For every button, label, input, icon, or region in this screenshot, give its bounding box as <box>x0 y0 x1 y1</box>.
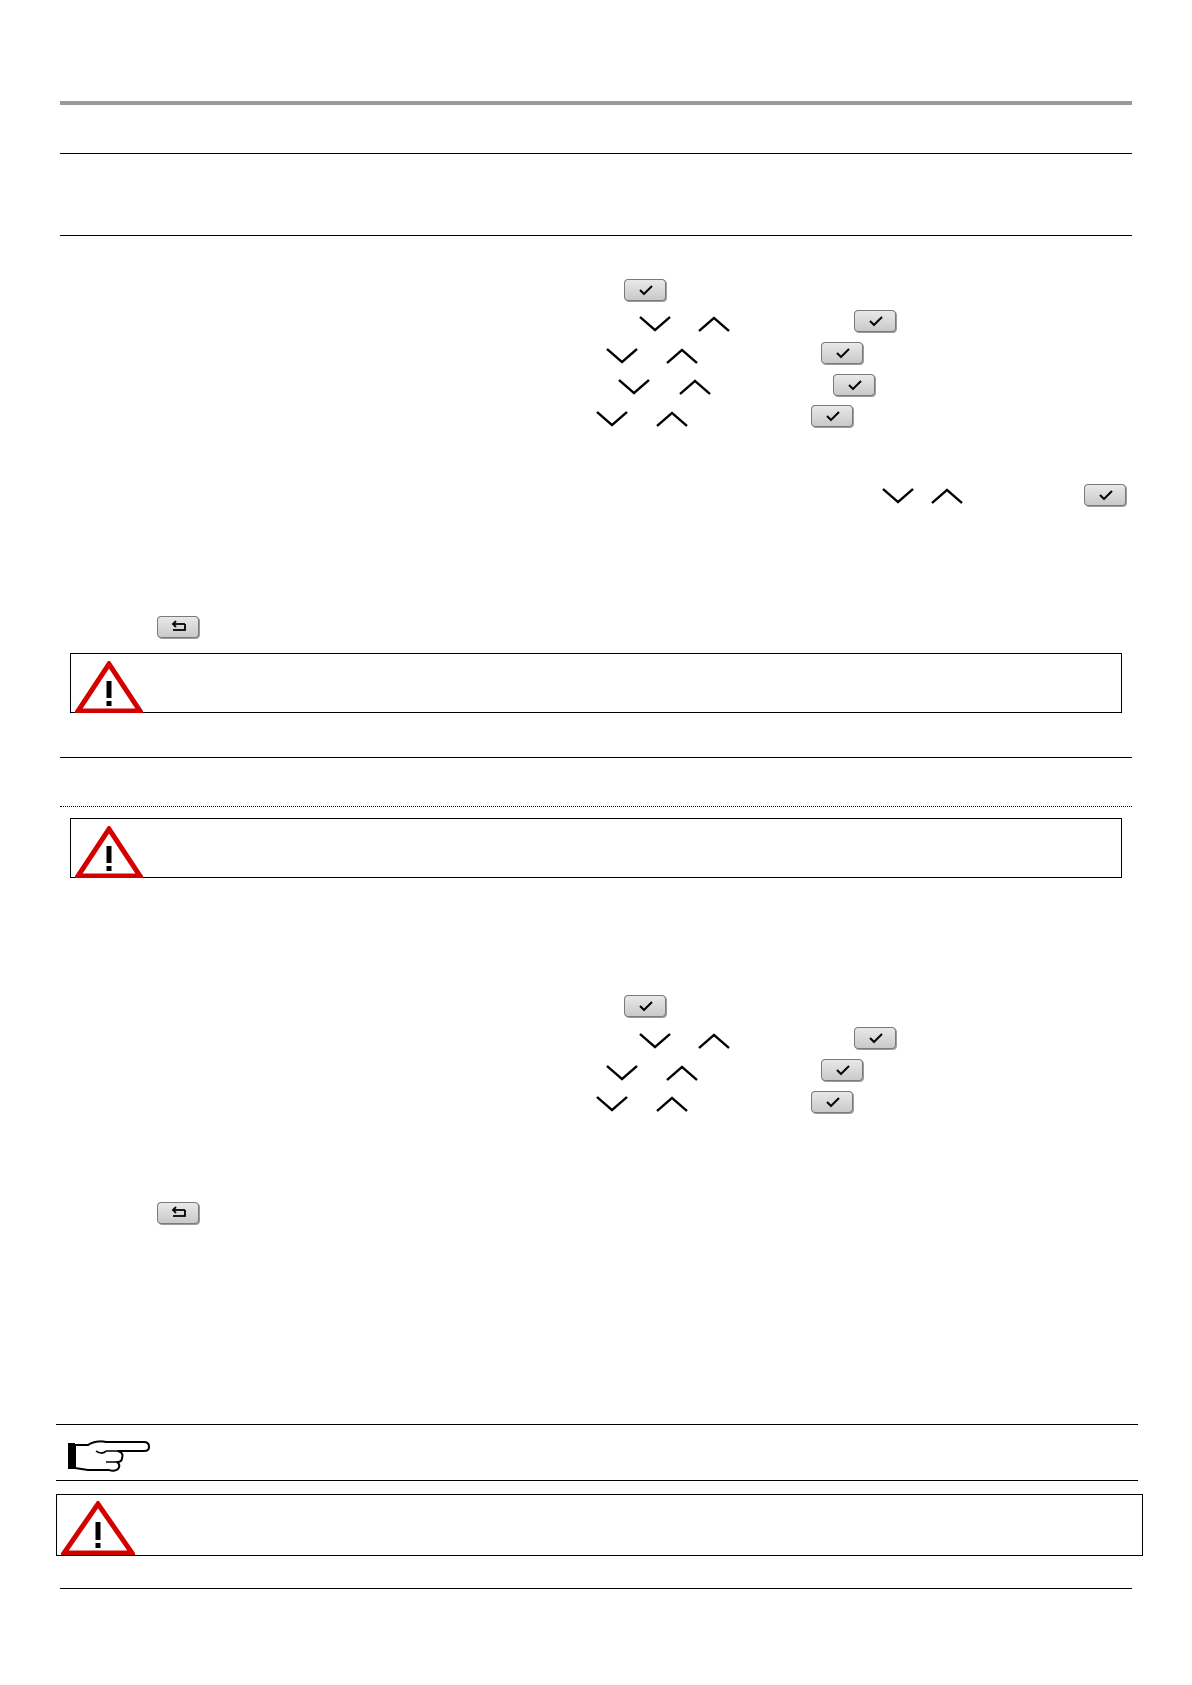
back-button[interactable] <box>157 1202 199 1224</box>
pointing-hand-icon <box>66 1437 150 1475</box>
back-button[interactable] <box>157 616 199 638</box>
confirm-button[interactable] <box>833 374 875 396</box>
chevron-up-icon[interactable] <box>665 346 699 366</box>
chevron-down-icon[interactable] <box>605 1063 639 1083</box>
chevron-down-icon[interactable] <box>638 314 672 334</box>
chevron-up-icon[interactable] <box>678 377 712 397</box>
check-icon <box>824 409 842 423</box>
chevron-down-icon[interactable] <box>617 377 651 397</box>
check-icon <box>1097 488 1115 502</box>
chevron-down-icon[interactable] <box>595 409 629 429</box>
confirm-button[interactable] <box>811 1091 853 1113</box>
footer-rule <box>60 1588 1132 1589</box>
confirm-button[interactable] <box>811 405 853 427</box>
confirm-button[interactable] <box>854 1027 896 1049</box>
confirm-button[interactable] <box>821 1059 863 1081</box>
chevron-up-icon[interactable] <box>665 1063 699 1083</box>
chevron-up-icon[interactable] <box>930 486 964 506</box>
confirm-button[interactable] <box>624 279 666 301</box>
confirm-button[interactable] <box>821 342 863 364</box>
chevron-up-icon[interactable] <box>655 1094 689 1114</box>
warning-box <box>70 818 1122 878</box>
check-icon <box>846 378 864 392</box>
check-icon <box>834 1063 852 1077</box>
warning-box <box>56 1494 1143 1556</box>
note-rule-bottom <box>56 1480 1138 1481</box>
chevron-down-icon[interactable] <box>638 1031 672 1051</box>
check-icon <box>637 283 655 297</box>
section-rule-3 <box>60 757 1132 758</box>
chevron-down-icon[interactable] <box>605 346 639 366</box>
section-rule-dotted <box>60 806 1132 807</box>
back-arrow-icon <box>170 1206 188 1220</box>
confirm-button[interactable] <box>624 995 666 1017</box>
chevron-down-icon[interactable] <box>881 486 915 506</box>
check-icon <box>867 1031 885 1045</box>
warning-box <box>70 653 1122 713</box>
check-icon <box>637 999 655 1013</box>
chevron-up-icon[interactable] <box>697 314 731 334</box>
chevron-up-icon[interactable] <box>655 409 689 429</box>
chevron-down-icon[interactable] <box>595 1094 629 1114</box>
warning-triangle-icon <box>75 826 143 878</box>
warning-triangle-icon <box>61 1501 135 1555</box>
check-icon <box>824 1095 842 1109</box>
warning-triangle-icon <box>75 661 143 713</box>
section-rule-2 <box>60 235 1132 236</box>
header-rule <box>60 101 1132 105</box>
note-rule-top <box>56 1424 1138 1425</box>
check-icon <box>867 314 885 328</box>
confirm-button[interactable] <box>1084 484 1126 506</box>
back-arrow-icon <box>170 620 188 634</box>
check-icon <box>834 346 852 360</box>
chevron-up-icon[interactable] <box>697 1031 731 1051</box>
section-rule-1 <box>60 153 1132 154</box>
confirm-button[interactable] <box>854 310 896 332</box>
